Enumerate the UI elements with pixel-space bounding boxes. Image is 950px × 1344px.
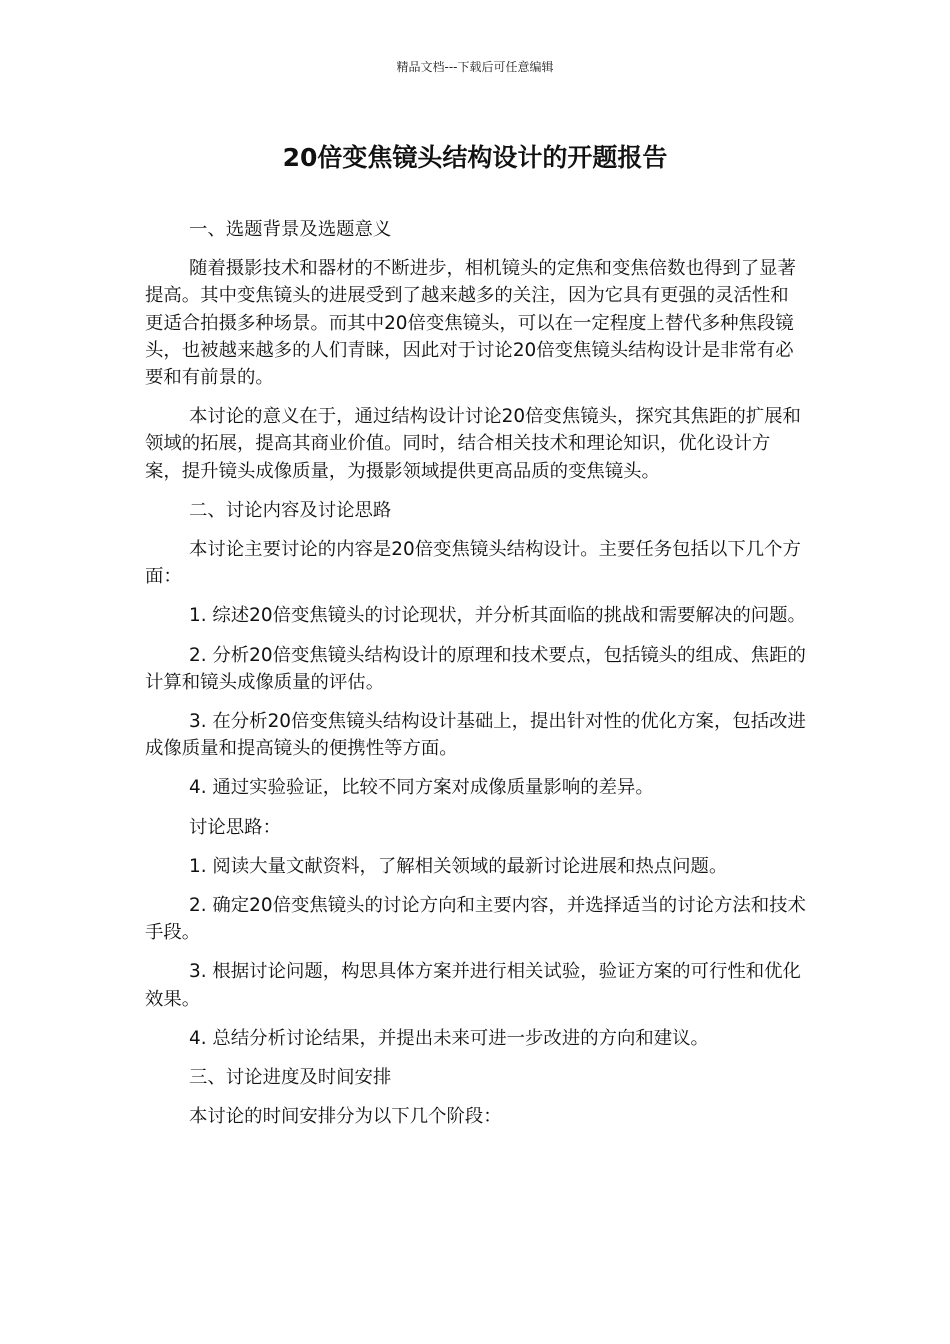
approach-item-4: 4. 总结分析讨论结果，并提出未来可进一步改进的方向和建议。 (189, 1027, 709, 1049)
document-title: 20倍变焦镜头结构设计的开题报告 (282, 143, 668, 172)
approach-item-3: 3. 根据讨论问题，构思具体方案并进行相关试验，验证方案的可行性和优化效果。 (145, 961, 801, 1010)
section-heading-schedule: 三、讨论进度及时间安排 (189, 1067, 392, 1089)
task-item-3: 3. 在分析20倍变焦镜头结构设计基础上，提出针对性的优化方案，包括改进成像质量和提高镜头的便携性等方面。 (145, 711, 806, 760)
paragraph-background: 随着摄影技术和器材的不断进步，相机镜头的定焦和变焦倍数也得到了显著提高。其中变焦镜头的进展受到了越来越多的关注，因为它具有更强的灵活性和更适合拍摄多种场景。而其中20倍变焦镜头，可以在一定程度上替代多种焦段镜头，也被越来越多的人们青睐，因此对于讨论20倍变焦镜头结构设计是非常有必要和有前景的。 (145, 258, 796, 389)
paragraph-significance: 本讨论的意义在于，通过结构设计讨论20倍变焦镜头，探究其焦距的扩展和领域的拓展，提高其商业价值。同时，结合相关技术和理论知识，优化设计方案，提升镜头成像质量，为摄影领域提供更高品质的变焦镜头。 (145, 406, 801, 482)
section-heading-content: 二、讨论内容及讨论思路 (189, 499, 392, 521)
paragraph-content-intro: 本讨论主要讨论的内容是20倍变焦镜头结构设计。主要任务包括以下几个方面： (145, 539, 801, 588)
section-heading-background: 一、选题背景及选题意义 (189, 219, 392, 240)
approach-label: 讨论思路： (189, 816, 281, 838)
paragraph-schedule-intro: 本讨论的时间安排分为以下几个阶段： (189, 1106, 502, 1128)
document-body (145, 216, 807, 1142)
approach-item-1: 1. 阅读大量文献资料，了解相关领域的最新讨论进展和热点问题。 (189, 855, 728, 877)
task-item-1: 1. 综述20倍变焦镜头的讨论现状，并分析其面临的挑战和需要解决的问题。 (189, 605, 806, 627)
approach-item-2: 2. 确定20倍变焦镜头的讨论方向和主要内容，并选择适当的讨论方法和技术手段。 (145, 895, 806, 944)
header-note: 精品文档---下载后可任意编辑 (396, 60, 554, 74)
task-item-4: 4. 通过实验验证，比较不同方案对成像质量影响的差异。 (189, 777, 654, 799)
task-item-2: 2. 分析20倍变焦镜头结构设计的原理和技术要点，包括镜头的组成、焦距的计算和镜头成像质量的评估。 (145, 644, 806, 693)
